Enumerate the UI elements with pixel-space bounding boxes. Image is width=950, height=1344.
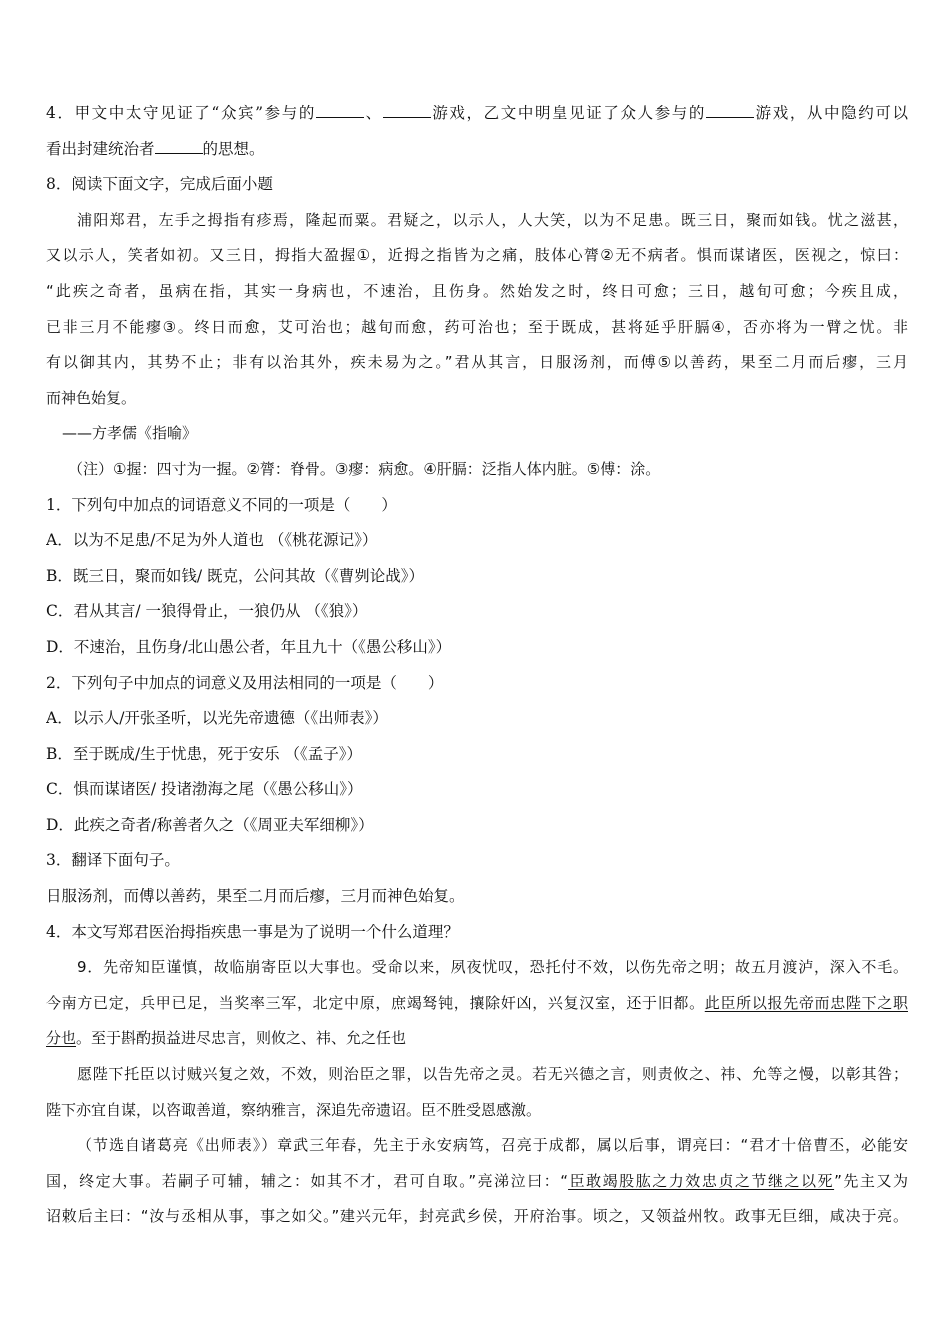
question-2-option-b[interactable]: B．至于既成/生于忧患，死于安乐 （《孟子》） [46,744,363,763]
q4-separator: 、 [364,104,383,122]
document-page [46,96,908,1235]
underlined-sentence: 此臣所以报先帝而忠陛下之职 [704,993,908,1012]
question-1-option-b[interactable]: B．既三日，聚而如钱/ 既克，公问其故（《曹刿论战》） [46,566,425,585]
passage-8-line: 有以御其内，其势不止；非有以治其外，疾未易为之。”君从其言，日服汤剂，而傅⑤以善药，果至二月而后瘳，三月 [46,353,908,372]
section-9-line: 愿陛下托臣以讨贼兴复之效，不效，则治臣之罪，以告先帝之灵。若无兴德之言，则责攸之、祎、允等之慢，以彰其咎； [77,1065,908,1084]
q4-text-part3: 游戏，从中隐约可以 [754,104,908,122]
passage-note: （注）①握：四寸为一握。②膂：脊骨。③瘳：病愈。④肝膈：泛指人体内脏。⑤傅：涂。 [68,459,661,478]
question-4-line-1 [46,96,908,132]
question-1-option-a[interactable]: A．以为不足患/不足为外人道也 （《桃花源记》） [46,531,378,550]
underlined-sentence-end: 分也 [46,1029,77,1048]
passage-8-line: 又以示人，笑者如初。又三日，拇指大盈握①，近拇之指皆为之痛，肢体心膂②无不病者。惧而谋诸医，医视之，惊曰： [46,246,908,265]
answer-blank-2[interactable] [383,103,431,118]
q4-line2-text-a: 看出封建统治者 [46,139,155,158]
q4-text-part1: 4．甲文中太守见证了“众宾”参与的 [46,104,316,122]
answer-blank-4[interactable] [155,139,203,154]
passage-source: ——方孝儒《指喻》 [62,424,198,443]
section-9-line: 诏敕后主曰：“汝与丞相从事，事之如父。”建兴元年，封亮武乡侯，开府治事。顷之，又领益州牧。政事无巨细，咸决于亮。 [46,1207,908,1226]
question-1-option-c[interactable]: C．君从其言/ 一狼得骨止，一狼仍从 （《狼》） [46,602,368,621]
question-2-option-a[interactable]: A．以示人/开张圣听，以光先帝遗德（《出师表》） [46,709,388,728]
section-9-text: 国，终定大事。若嗣子可辅，辅之：如其不才，君可自取。”亮涕泣曰：“ [46,1171,569,1190]
question-1-option-d[interactable]: D．不速治，且伤身/北山愚公者，年且九十（《愚公移山》） [46,637,452,656]
question-4-stem: 4．本文写郑君医治拇指疾患一事是为了说明一个什么道理？ [46,922,459,941]
question-3-stem: 3．翻译下面句子。 [46,851,180,870]
passage-8-line: “此疾之奇者，虽病在指，其实一身病也，不速治，且伤身。然始发之时，终日可愈；三日，越旬可愈；今疾且成， [46,281,908,300]
passage-8-line: 浦阳郑君，左手之拇指有疹焉，隆起而粟。君疑之，以示人，人大笑，以为不足患。既三日，聚而如钱。忧之滋甚， [77,210,908,229]
section-9-line: 陛下亦宜自谋，以咨诹善道，察纳雅言，深追先帝遗诏。臣不胜受恩感激。 [46,1100,542,1119]
section-9-line [46,986,908,1022]
passage-8-line: 已非三月不能瘳③。终日而愈，艾可治也；越旬而愈，药可治也；至于既成，甚将延乎肝膈④，否亦将为一臂之忧。非 [46,317,908,336]
section-9-line [46,1021,908,1057]
question-2-option-d[interactable]: D．此疾之奇者/称善者久之（《周亚夫军细柳》） [46,815,374,834]
section-9-line: 9．先帝知臣谨慎，故临崩寄臣以大事也。受命以来，夙夜忧叹，恐托付不效，以伤先帝之明；故五月渡泸，深入不毛。 [77,958,908,977]
question-2-stem: 2．下列句子中加点的词意义及用法相同的一项是（ ） [46,673,444,692]
answer-blank-3[interactable] [706,103,754,118]
question-2-option-c[interactable]: C．惧而谋诸医/ 投诸渤海之尾（《愚公移山》） [46,780,363,799]
section-9-text: ”先主又为 [834,1171,908,1190]
section-9-line [46,1164,908,1200]
question-4-line-2 [46,132,908,168]
underlined-sentence: 臣敢竭股肱之力效忠贞之节继之以死 [568,1171,835,1190]
passage-8-line: 而神色始复。 [46,388,137,407]
question-3-sentence: 日服汤剂，而傅以善药，果至二月而后瘳，三月而神色始复。 [46,887,465,906]
answer-blank-1[interactable] [316,103,364,118]
section-9-line: （节选自诸葛亮《出师表》）章武三年春，先主于永安病笃，召亮于成都，属以后事，谓亮曰：“君才十倍曹丕，必能安 [77,1136,908,1155]
q4-text-part2: 游戏，乙文中明皇见证了众人参与的 [430,104,707,122]
question-1-stem: 1．下列句中加点的词语意义不同的一项是（ ） [46,495,397,514]
section-8-heading: 8．阅读下面文字，完成后面小题 [46,175,273,194]
section-9-text: 今南方已定，兵甲已足，当奖率三军，北定中原，庶竭驽钝，攘除奸凶，兴复汉室，还于旧都。 [46,993,705,1012]
q4-line2-text-b: 的思想。 [202,139,265,158]
section-9-text: 。至于斟酌损益进尽忠言，则攸之、祎、允之任也 [76,1029,407,1048]
